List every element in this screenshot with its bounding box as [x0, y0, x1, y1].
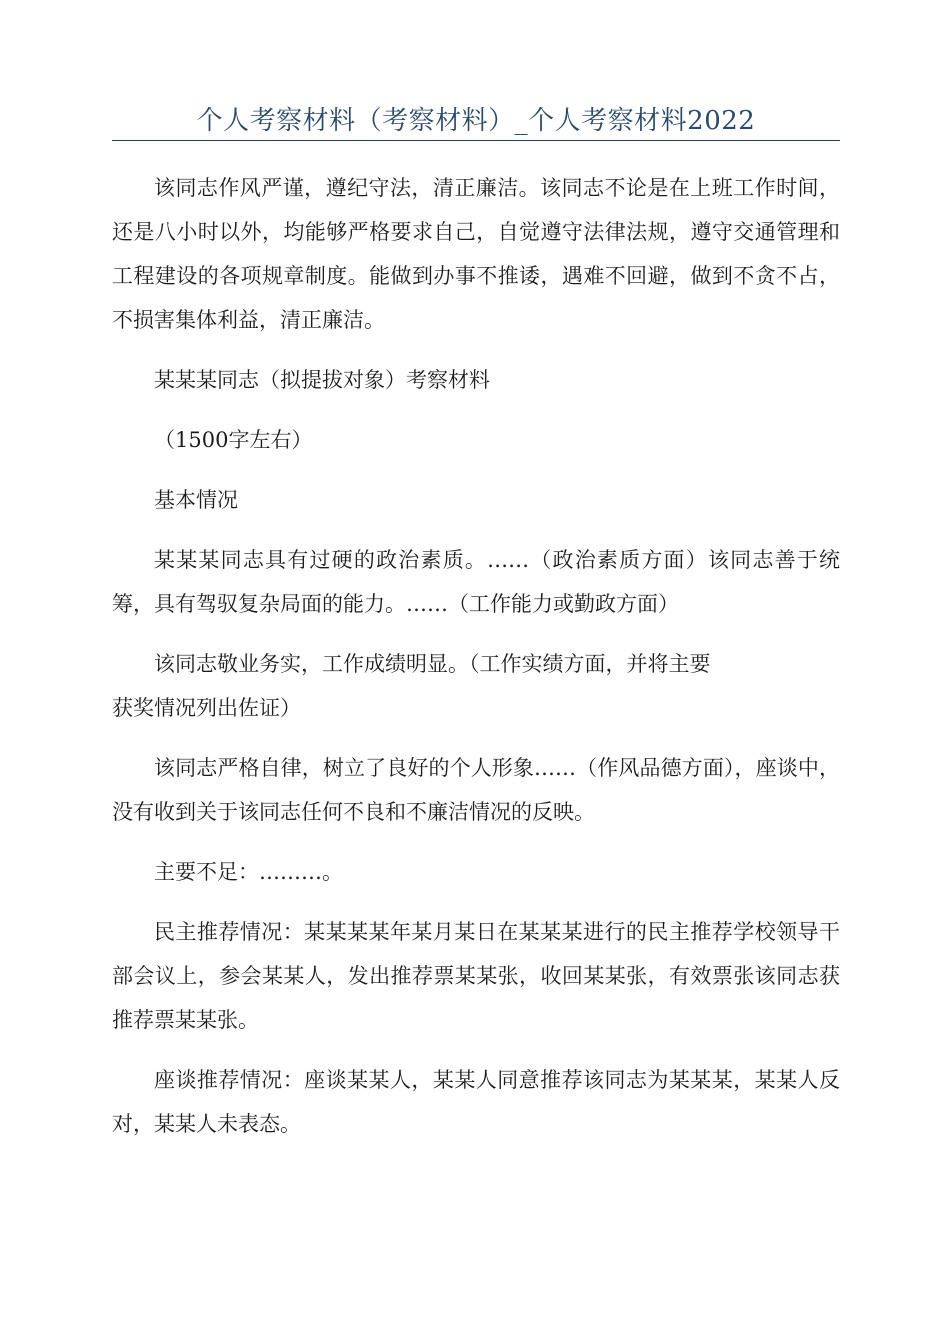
paragraph-subject-heading: 某某某同志（拟提拔对象）考察材料: [154, 368, 490, 392]
paragraph-political-quality: 某某某同志具有过硬的政治素质。……（政治素质方面）该同志善于统筹，具有驾驭复杂局面的能力。……（工作能力或勤政方面）: [112, 548, 840, 616]
paragraph-conduct: 该同志作风严谨，遵纪守法，清正廉洁。该同志不论是在上班工作时间，还是八小时以外，均能够严格要求自己，自觉遵守法律法规，遵守交通管理和工程建设的各项规章制度。能做到办事不推诿，遇难不回避，做到不贪不占，不损害集体利益，清正廉洁。: [112, 176, 840, 332]
document-body: [112, 166, 840, 1162]
paragraph-work-performance-line-1: 该同志敬业务实，工作成绩明显。（工作实绩方面，并将主要: [154, 652, 711, 676]
paragraph-work-performance: [112, 642, 840, 730]
paragraph-interview-recommendation: 座谈推荐情况：座谈某某人，某某人同意推荐该同志为某某某，某某人反对，某某人未表态。: [112, 1068, 840, 1136]
document-title: 个人考察材料（考察材料）_个人考察材料2022: [196, 106, 756, 136]
paragraph-shortcomings: 主要不足：………。: [154, 860, 343, 884]
paragraph-basic-info-heading: 基本情况: [154, 488, 238, 512]
paragraph-work-performance-line-2: 获奖情况列出佐证）: [112, 696, 301, 720]
title-block: [112, 104, 840, 141]
paragraph-word-count: （1500字左右）: [154, 428, 313, 452]
paragraph-self-discipline: 该同志严格自律，树立了良好的个人形象……（作风品德方面），座谈中，没有收到关于该同志任何不良和不廉洁情况的反映。: [112, 756, 840, 824]
paragraph-democratic-recommendation: 民主推荐情况：某某某某年某月某日在某某某进行的民主推荐学校领导干部会议上，参会某某人，发出推荐票某某张，收回某某张，有效票张该同志获推荐票某某张。: [112, 920, 840, 1032]
